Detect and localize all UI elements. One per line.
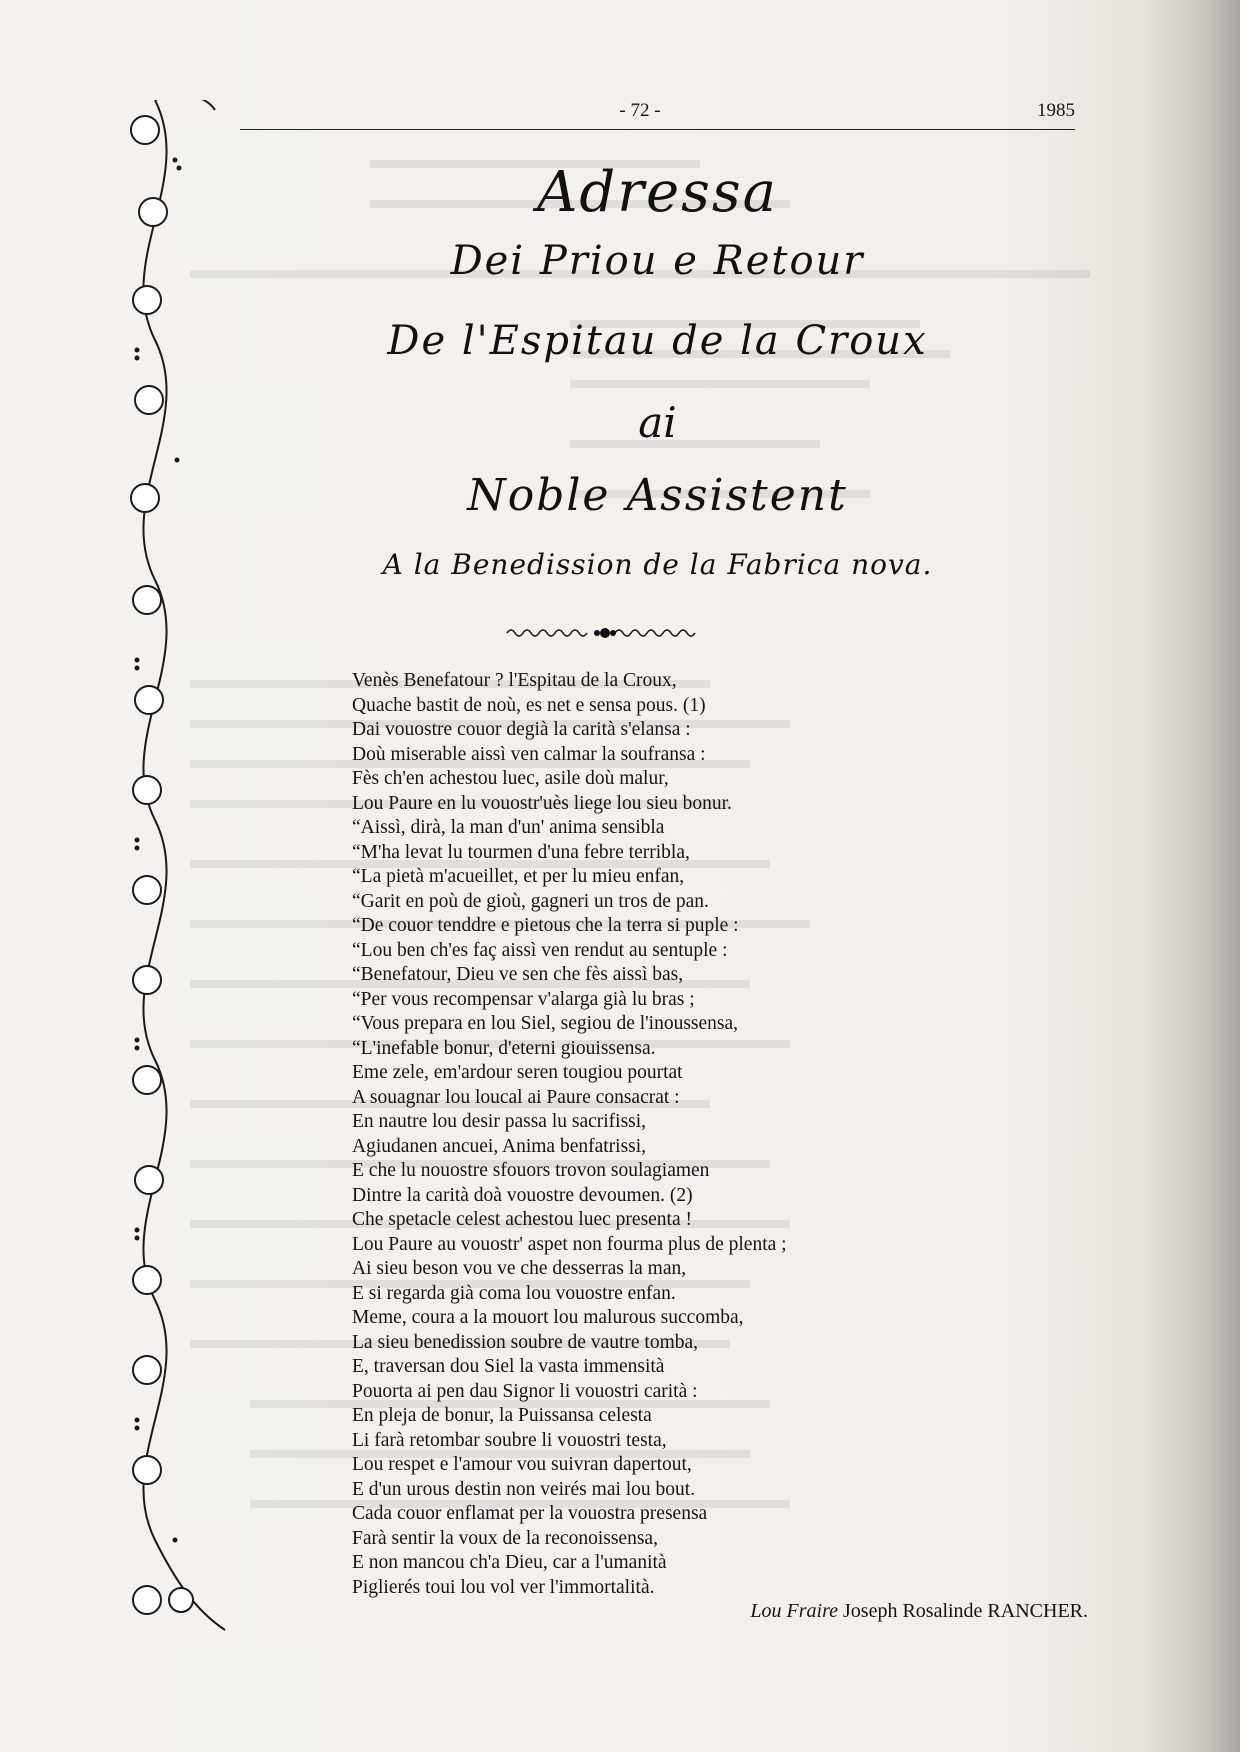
signature-name: Joseph Rosalinde RANCHER.	[843, 1600, 1088, 1622]
poem-line: Che spetacle celest achestou luec presenta !	[352, 1209, 693, 1230]
signature	[750, 1600, 1088, 1623]
poem-line: “L'inefable bonur, d'eterni giouissensa.	[352, 1037, 656, 1059]
poem-line: Dai vouostre couor degià la carità s'elansa :	[352, 719, 691, 740]
title-adressa: Adressa	[536, 160, 779, 225]
poem-line: E si regarda già coma lou vouostre enfan.	[352, 1282, 676, 1304]
title-priou-retour: Dei Priou e Retour	[450, 238, 865, 284]
poem-line: Li farà retombar soubre li vouostri testa,	[352, 1429, 667, 1451]
poem-line: Quache bastit de noù, es net e sensa pous. (1)	[352, 694, 706, 716]
poem-line: “La pietà m'acueillet, et per lu mieu enfan,	[352, 866, 685, 887]
poem-line: Lou respet e l'amour vou suivran dapertout,	[352, 1454, 692, 1475]
title-ai: ai	[638, 398, 677, 447]
poem-line: Piglierés toui lou vol ver l'immortalità.	[352, 1576, 655, 1598]
page-number: - 72 -	[619, 100, 661, 121]
poem-line: “Benefatour, Dieu ve sen che fès aissì bas,	[352, 964, 684, 985]
poem-line: “Garit en poù de gioù, gagneri un tros de pan.	[352, 890, 709, 912]
title-noble-assistent: Noble Assistent	[467, 470, 848, 521]
poem-line: Doù miserable aissì ven calmar la soufransa :	[352, 743, 706, 765]
subtitle-benedission: A la Benedission de la Fabrica nova.	[382, 548, 933, 581]
header-rule	[240, 129, 1075, 130]
poem-line: Farà sentir la voux de la reconoissensa,	[352, 1527, 658, 1549]
poem-line: Lou Paure en lu vouostr'uès liege lou sieu bonur.	[352, 792, 732, 814]
poem-line: Pouorta ai pen dau Signor li vouostri carità :	[352, 1380, 698, 1402]
poem-line: E che lu nouostre sfouors trovon soulagiamen	[352, 1160, 710, 1181]
poem-line: Fès ch'en achestou luec, asile doù malur,	[352, 768, 669, 789]
poem-line: Venès Benefatour ? l'Espitau de la Croux,	[352, 670, 677, 691]
signature-prefix: Lou Fraire	[750, 1600, 838, 1622]
poem-body	[352, 669, 787, 1600]
poem-line: E, traversan dou Siel la vasta immensità	[352, 1356, 665, 1377]
poem-line: “De couor tenddre e pietous che la terra si puple :	[352, 915, 739, 936]
header-year: 1985	[1037, 100, 1075, 121]
poem-line: A souagnar lou loucal ai Paure consacrat :	[352, 1086, 680, 1108]
poem-line: Eme zele, em'ardour seren tougiou pourtat	[352, 1062, 683, 1083]
poem-line: En nautre lou desir passa lu sacrifissi,	[352, 1111, 647, 1132]
poem-line: Lou Paure au vouostr' aspet non fourma plus de plenta ;	[352, 1233, 787, 1255]
poem-line: “Aissì, dirà, la man d'un' anima sensibla	[352, 817, 665, 838]
poem-line: Meme, coura a la mouort lou malurous succomba,	[352, 1307, 744, 1328]
poem-line: Dintre la carità doà vouostre devoumen. (2)	[352, 1184, 693, 1206]
poem-line: En pleja de bonur, la Puissansa celesta	[352, 1405, 652, 1426]
poem-line: “Lou ben ch'es faç aissì ven rendut au sentuple :	[352, 939, 728, 961]
poem-line: La sieu benedission soubre de vautre tomba,	[352, 1331, 699, 1353]
ornament-divider-icon	[505, 626, 705, 640]
poem-line: E d'un urous destin non veirés mai lou bout.	[352, 1478, 696, 1500]
poem-line: E non mancou ch'a Dieu, car a l'umanità	[352, 1552, 667, 1573]
poem-line: Cada couor enflamat per la vouostra presensa	[352, 1503, 708, 1524]
floral-vine-border-icon	[125, 100, 235, 1640]
poem-line: Agiudanen ancuei, Anima benfatrissi,	[352, 1135, 647, 1157]
title-espitau: De l'Espitau de la Croux	[387, 318, 928, 364]
poem-line: “Per vous recompensar v'alarga già lu bras ;	[352, 988, 695, 1010]
page-header	[240, 96, 1075, 130]
poem-line: “Vous prepara en lou Siel, segiou de l'inoussensa,	[352, 1013, 739, 1034]
poem-line: “M'ha levat lu tourmen d'una febre terribla,	[352, 841, 690, 863]
poem-line: Ai sieu beson vou ve che desserras la man,	[352, 1258, 687, 1279]
